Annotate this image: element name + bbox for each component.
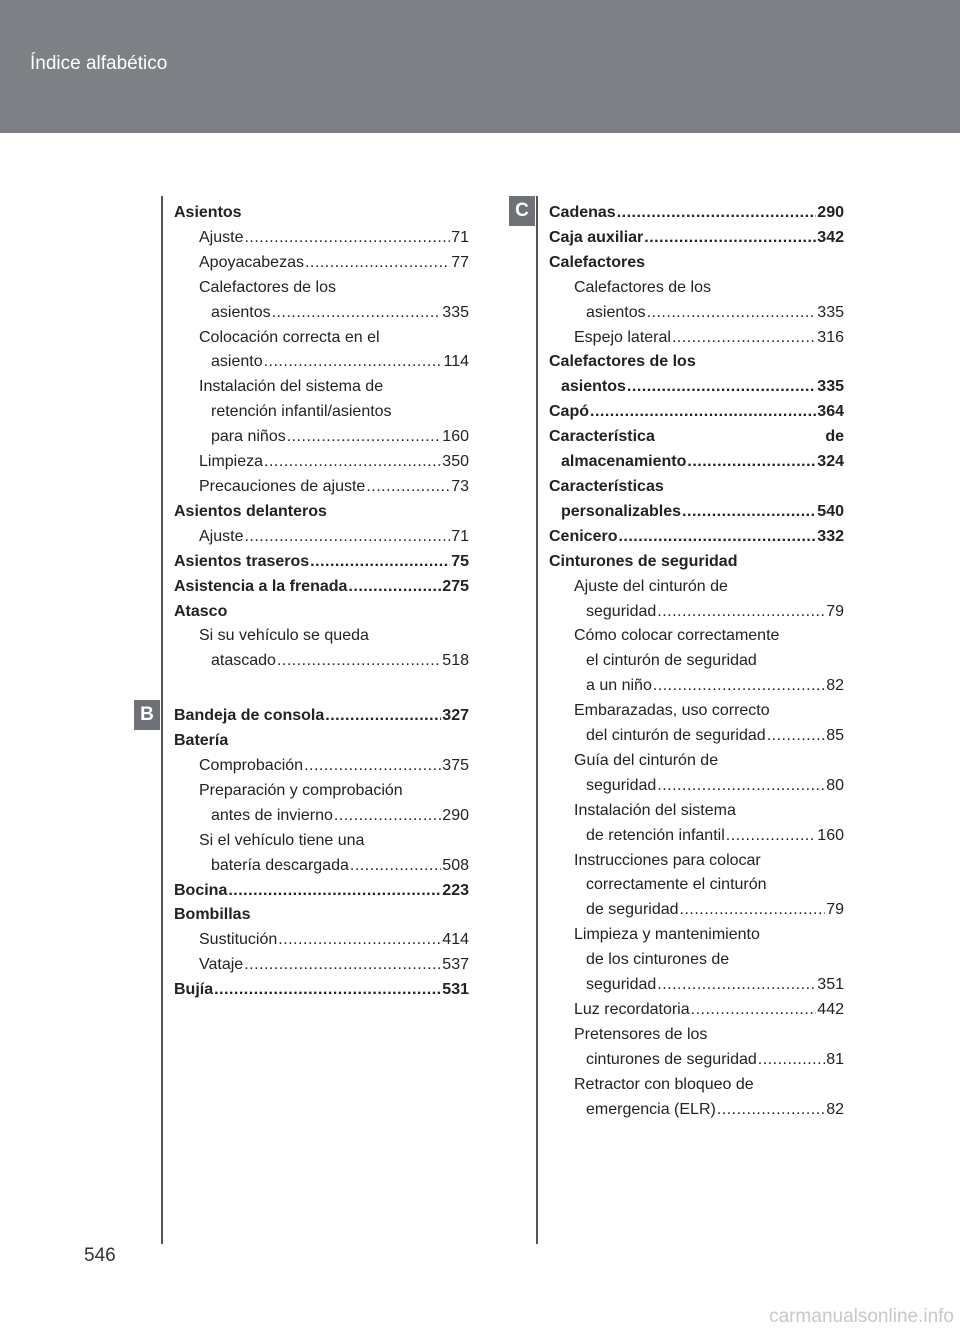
index-entry: [549, 301, 844, 326]
index-entry-label: Retractor con bloqueo de: [574, 1075, 754, 1093]
index-entry: [549, 649, 844, 674]
index-entry: [549, 849, 844, 874]
index-entry-label: Preparación y comprobación: [199, 781, 403, 799]
index-entry-page: 71: [451, 527, 469, 545]
index-entry-page: 508: [442, 856, 469, 874]
index-entry-page: 71: [451, 228, 469, 246]
index-entry: [549, 575, 844, 600]
dot-leader: [618, 525, 816, 550]
index-entry: [174, 779, 469, 804]
dot-leader: [304, 754, 441, 779]
dot-leader: [278, 928, 441, 953]
index-entry: [174, 829, 469, 854]
index-entry-label: Cenicero: [549, 527, 618, 545]
index-entry: [174, 350, 469, 375]
index-entry: [549, 1073, 844, 1098]
index-entry: [174, 729, 469, 754]
index-entry-label: Bujía: [174, 981, 214, 999]
index-entry-label: emergencia (ELR): [586, 1100, 716, 1118]
dot-leader: [682, 500, 816, 525]
index-entry: [549, 500, 844, 525]
dot-leader: [244, 525, 450, 550]
index-entry-label: Asientos: [174, 204, 242, 221]
index-entry-label: seguridad: [586, 976, 657, 994]
index-entry: [549, 475, 844, 500]
index-entry-label: Bandeja de consola: [174, 707, 325, 725]
index-entry: [549, 450, 844, 475]
index-entry-label: de retención infantil: [586, 826, 725, 844]
index-entry-label: del cinturón de seguridad: [586, 727, 766, 745]
index-entry: [549, 898, 844, 923]
section-tab-b: B: [134, 700, 160, 730]
index-entry-label: el cinturón de seguridad: [586, 652, 757, 670]
page-title: Índice alfabético: [30, 53, 168, 74]
dot-leader: [617, 201, 817, 226]
index-entry-page: 79: [826, 602, 844, 620]
index-entry-label: atascado: [211, 652, 276, 670]
index-entry: [549, 226, 844, 251]
index-entry-page: 531: [442, 981, 469, 999]
index-entry: [174, 550, 469, 575]
index-entry-label: correctamente el cinturón: [586, 876, 767, 894]
index-entry-label: seguridad: [586, 602, 657, 620]
index-entry-label: antes de invierno: [211, 806, 333, 824]
index-entry: [174, 475, 469, 500]
index-entry-label: asientos: [561, 378, 626, 396]
index-entry-label: Instrucciones para colocar: [574, 851, 761, 869]
index-entry-label: cinturones de seguridad: [586, 1050, 757, 1068]
index-entry-label: Embarazadas, uso correcto: [574, 702, 770, 720]
index-entry-page: 160: [817, 826, 844, 844]
index-entry: [549, 674, 844, 699]
index-entry-label: Cinturones de seguridad: [549, 552, 738, 570]
index-entry-label: Asientos delanteros: [174, 502, 327, 520]
index-entry-label: Bombillas: [174, 906, 251, 924]
index-entry-page: 75: [451, 552, 469, 570]
index-entry: [174, 301, 469, 326]
index-entry: [174, 600, 469, 625]
index-entry: [174, 854, 469, 879]
index-entry-label-tail: de: [825, 428, 844, 446]
dot-leader: [717, 1098, 825, 1123]
index-entry: [174, 425, 469, 450]
index-entry-page: 335: [442, 303, 469, 321]
dot-leader: [590, 400, 816, 425]
index-entry-label: retención infantil/asientos: [211, 403, 392, 421]
index-entry: [549, 724, 844, 749]
index-entry-page: 327: [442, 707, 469, 725]
index-entry-label: para niños: [211, 428, 286, 446]
dot-leader: [287, 425, 442, 450]
index-entry-page: 114: [443, 353, 469, 371]
index-entry: [549, 525, 844, 550]
index-entry-label: Atasco: [174, 602, 228, 620]
index-entry-label: Apoyacabezas: [199, 253, 304, 271]
index-entry-label: asientos: [211, 303, 271, 321]
index-entry-label: Calefactores: [549, 253, 646, 271]
index-entry-label: Limpieza y mantenimiento: [574, 926, 760, 944]
dot-leader: [644, 226, 816, 251]
index-entry-label: Limpieza: [199, 453, 264, 471]
index-entry-page: 442: [817, 1001, 844, 1018]
index-entry: [549, 699, 844, 724]
index-entry-page: 290: [442, 806, 469, 824]
index-entry: [174, 450, 469, 475]
index-entry: [549, 824, 844, 849]
index-entry-label: Luz recordatoria: [574, 1001, 690, 1018]
index-entry: [549, 973, 844, 998]
index-entry: [549, 276, 844, 301]
index-entry: [549, 1048, 844, 1073]
index-entry-label: Cómo colocar correctamente: [574, 627, 780, 645]
index-entry-page: 342: [817, 228, 844, 246]
index-entry: [549, 1023, 844, 1048]
dot-leader: [657, 774, 825, 799]
index-entry: [174, 978, 469, 1003]
index-column-left: [174, 201, 469, 1003]
dot-leader: [627, 375, 816, 400]
dot-leader: [657, 600, 825, 625]
dot-leader: [653, 674, 825, 699]
index-entry: [174, 375, 469, 400]
dot-leader: [767, 724, 826, 749]
dot-leader: [272, 301, 442, 326]
dot-leader: [348, 575, 441, 600]
index-entry: [549, 425, 844, 450]
index-entry: [549, 550, 844, 575]
index-entry-label: Ajuste del cinturón de: [574, 577, 728, 595]
index-entry: [549, 948, 844, 973]
index-entry-label: Característica: [549, 428, 655, 446]
index-entry-label: de seguridad: [586, 901, 679, 919]
index-entry: [174, 754, 469, 779]
index-entry-label: Si su vehículo se queda: [199, 627, 369, 645]
index-entry: [174, 201, 469, 226]
dot-leader: [657, 973, 816, 998]
index-entry-page: 537: [442, 956, 469, 974]
dot-leader: [726, 824, 817, 849]
column-divider-right: [536, 196, 538, 1244]
page-header: [0, 0, 960, 133]
index-entry: [549, 774, 844, 799]
index-entry-label: asiento: [211, 353, 263, 371]
index-entry-page: 540: [817, 502, 844, 520]
dot-leader: [691, 998, 817, 1023]
index-entry: [174, 525, 469, 550]
index-entry: [174, 879, 469, 904]
index-entry-label: Pretensores de los: [574, 1025, 708, 1043]
index-entry-page: 80: [826, 776, 844, 794]
watermark-text: carmanualsonline.info: [769, 1306, 954, 1327]
dot-leader: [305, 251, 450, 276]
index-entry-label: de los cinturones de: [586, 951, 730, 969]
dot-leader: [277, 649, 441, 674]
index-entry: [174, 649, 469, 674]
index-entry-page: 518: [442, 652, 469, 670]
index-entry-page: 223: [442, 881, 469, 899]
index-entry-label: a un niño: [586, 677, 652, 695]
dot-leader: [310, 550, 450, 575]
index-entry-label: Calefactores de los: [549, 353, 696, 371]
index-entry-page: 82: [826, 1100, 844, 1118]
dot-leader: [366, 475, 450, 500]
index-entry: [549, 600, 844, 625]
index-entry-label: Características: [549, 477, 664, 495]
dot-leader: [264, 450, 441, 475]
index-entry-label: asientos: [586, 303, 646, 321]
index-entry-page: 375: [442, 757, 469, 775]
index-entry-page: 350: [442, 453, 469, 471]
index-entry-page: 335: [817, 303, 844, 321]
dot-leader: [244, 226, 450, 251]
column-divider-left: [161, 196, 163, 1244]
index-entry-label: Si el vehículo tiene una: [199, 831, 365, 849]
index-entry: [549, 251, 844, 276]
index-entry: [549, 799, 844, 824]
index-entry-label: Bocina: [174, 881, 228, 899]
index-entry-page: 77: [451, 253, 469, 271]
index-entry: [174, 953, 469, 978]
index-entry-label: Comprobación: [199, 757, 304, 775]
index-entry-label: almacenamiento: [561, 453, 687, 471]
index-entry-page: 79: [826, 901, 844, 919]
index-entry-label: Espejo lateral: [574, 328, 671, 346]
index-entry: [549, 749, 844, 774]
index-entry: [549, 375, 844, 400]
section-gap: [174, 674, 469, 704]
index-entry-page: 316: [817, 328, 844, 346]
index-entry: [174, 928, 469, 953]
index-entry: [174, 326, 469, 351]
dot-leader: [687, 450, 816, 475]
index-entry: [174, 575, 469, 600]
index-entry-label: personalizables: [561, 502, 682, 520]
index-entry: [174, 704, 469, 729]
index-entry-label: Ajuste: [199, 527, 244, 545]
index-entry-label: Ajuste: [199, 228, 244, 246]
index-entry-label: Asientos traseros: [174, 552, 310, 570]
index-entry: [174, 500, 469, 525]
index-entry-label: Caja auxiliar: [549, 228, 644, 246]
index-entry: [549, 873, 844, 898]
index-entry-label: Instalación del sistema de: [199, 378, 384, 396]
index-entry-page: 73: [451, 477, 469, 495]
index-entry-label: Vataje: [199, 956, 244, 974]
dot-leader: [350, 854, 441, 879]
index-entry-page: 364: [817, 403, 844, 421]
index-entry: [549, 400, 844, 425]
index-entry-label: Sustitución: [199, 931, 278, 949]
index-entry-label: Cadenas: [549, 204, 616, 221]
index-entry-label: seguridad: [586, 776, 657, 794]
dot-leader: [672, 326, 816, 351]
index-entry: [174, 276, 469, 301]
index-entry-page: 81: [826, 1050, 844, 1068]
index-entry: [549, 624, 844, 649]
index-entry-label: Calefactores de los: [574, 278, 711, 296]
index-entry-label: Calefactores de los: [199, 278, 336, 296]
index-entry: [549, 350, 844, 375]
page-number: 546: [84, 1245, 116, 1266]
index-entry: [174, 400, 469, 425]
dot-leader: [264, 350, 443, 375]
index-column-right: [549, 201, 844, 1123]
index-entry: [174, 804, 469, 829]
index-entry: [174, 624, 469, 649]
index-entry-label: batería descargada: [211, 856, 349, 874]
index-entry-label: Capó: [549, 403, 589, 421]
index-entry-page: 275: [442, 577, 469, 595]
index-entry-label: Instalación del sistema: [574, 801, 736, 819]
index-entry-page: 160: [442, 428, 469, 446]
index-entry-page: 351: [817, 976, 844, 994]
index-entry-label: Guía del cinturón de: [574, 751, 719, 769]
section-tab-c: C: [509, 196, 535, 226]
index-entry-page: 414: [442, 931, 469, 949]
index-entry: [549, 1098, 844, 1123]
index-entry-page: 332: [817, 527, 844, 545]
index-entry: [174, 903, 469, 928]
index-entry-page: 85: [826, 727, 844, 745]
index-entry-label: Colocación correcta en el: [199, 328, 380, 346]
index-entry: [174, 251, 469, 276]
index-entry-page: 290: [817, 204, 844, 221]
index-entry-label: Precauciones de ajuste: [199, 477, 366, 495]
dot-leader: [680, 898, 826, 923]
dot-leader: [214, 978, 441, 1003]
dot-leader: [758, 1048, 825, 1073]
dot-leader: [334, 804, 441, 829]
index-entry-page: 335: [817, 378, 844, 396]
dot-leader: [228, 879, 441, 904]
index-entry: [549, 923, 844, 948]
dot-leader: [244, 953, 441, 978]
index-entry-page: 82: [826, 677, 844, 695]
dot-leader: [325, 704, 441, 729]
index-entry: [549, 998, 844, 1023]
index-entry-label: Asistencia a la frenada: [174, 577, 348, 595]
dot-leader: [647, 301, 817, 326]
index-entry: [174, 226, 469, 251]
index-entry: [549, 326, 844, 351]
index-entry-label: Batería: [174, 732, 229, 750]
index-entry-page: 324: [817, 453, 844, 471]
index-entry: [549, 201, 844, 226]
